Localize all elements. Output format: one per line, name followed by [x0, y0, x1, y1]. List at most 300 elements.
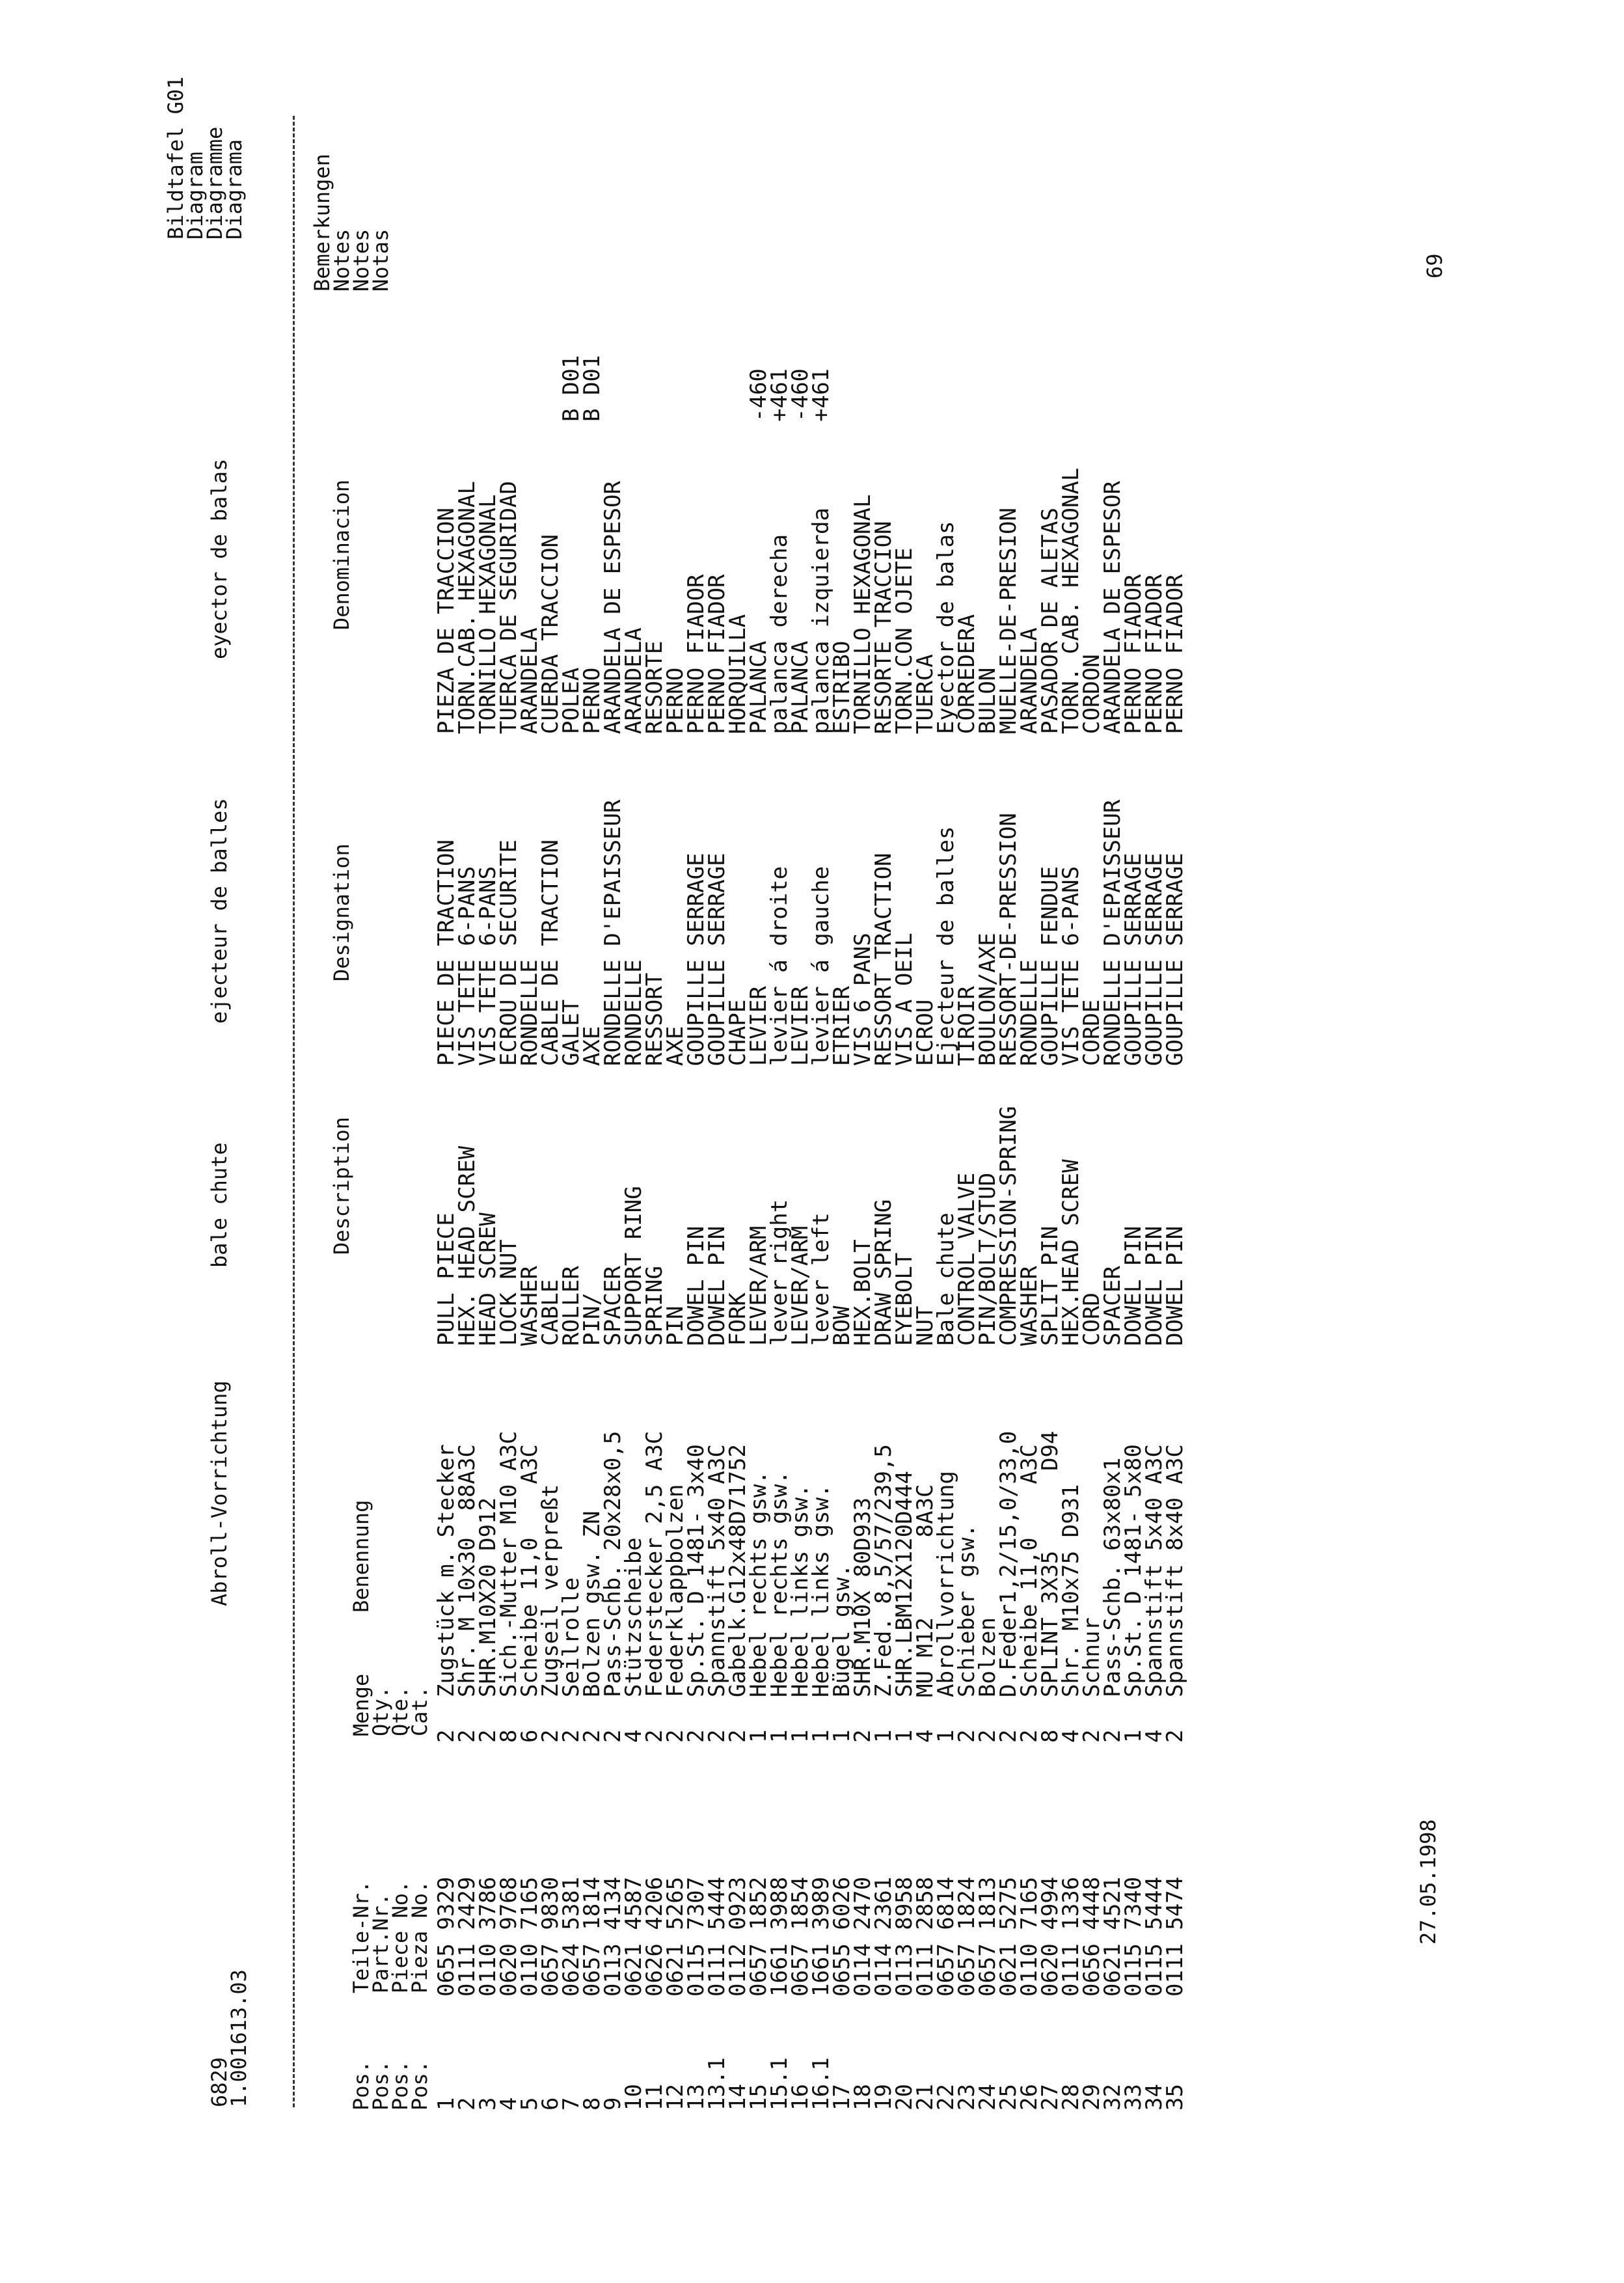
row-description: DOWEL PIN	[1162, 1225, 1188, 1346]
row-quantity: 2	[579, 1729, 605, 1743]
row-benennung: SPLINT 3X35 D94	[1037, 1430, 1063, 1697]
row-description: SUPPORT RING	[621, 1186, 647, 1346]
row-denominacion: TORNILLO HEXAGONAL	[850, 494, 876, 734]
title-de: Abroll-Vorrichtung	[207, 1380, 232, 1606]
row-denominacion: ARANDELA	[1016, 627, 1042, 734]
row-part-number: 0655 6026	[829, 1876, 855, 1997]
row-note	[1081, 311, 1102, 422]
row-denominacion: PERNO	[579, 667, 605, 734]
row-pos: 15.1	[766, 2057, 792, 2111]
row-description: HEX.HEAD SCREW	[1058, 1159, 1084, 1346]
row-description: DRAW SPRING	[871, 1199, 897, 1346]
row-benennung: Hebel links gsw.	[808, 1484, 834, 1697]
row-benennung: D.Feder1,2/15,0/33,0	[995, 1430, 1022, 1697]
column-part	[433, 1749, 1188, 1997]
row-quantity: 2	[1079, 1729, 1105, 1743]
row-note	[998, 311, 1019, 422]
row-description: EYEBOLT	[891, 1252, 917, 1346]
row-designation: ECROU	[912, 999, 938, 1066]
row-part-number: 0657 1813	[975, 1876, 1001, 1997]
row-part-number: 0655 9329	[433, 1876, 459, 1997]
row-part-number: 0657 1852	[746, 1876, 772, 1997]
row-pos: 28	[1058, 2084, 1084, 2111]
row-pos: 22	[933, 2084, 959, 2111]
column-designation	[433, 760, 1188, 1066]
row-quantity: 1	[933, 1729, 959, 1743]
row-denominacion: PASADOR DE ALETAS	[1037, 508, 1063, 734]
header-denominacion: Denominacion	[329, 479, 354, 630]
row-part-number: 0112 0923	[725, 1876, 751, 1997]
row-designation: levier á gauche	[808, 866, 834, 1066]
row-part-number: 0115 5444	[1141, 1876, 1167, 1997]
row-note	[1165, 311, 1185, 422]
row-quantity: 2	[662, 1729, 688, 1743]
row-description: ROLLER	[558, 1266, 584, 1346]
row-description: DOWEL PIN	[704, 1225, 730, 1346]
row-note	[852, 311, 873, 422]
header-benennung: Benennung	[349, 1499, 373, 1613]
row-description: DOWEL PIN	[1141, 1225, 1167, 1346]
row-quantity: 8	[1037, 1729, 1063, 1743]
row-pos: 32	[1100, 2084, 1126, 2111]
row-note	[1123, 311, 1144, 422]
row-pos: 9	[600, 2097, 626, 2111]
row-benennung: Abrollvorrichtung	[933, 1471, 959, 1697]
row-pos: 29	[1079, 2084, 1105, 2111]
row-denominacion: CORDON	[1079, 654, 1105, 734]
row-note	[707, 311, 727, 422]
row-quantity: 1	[829, 1729, 855, 1743]
row-description: SPLIT PIN	[1037, 1225, 1063, 1346]
row-designation: GOUPILLE SERRAGE	[1120, 853, 1146, 1066]
row-note	[623, 311, 644, 422]
row-description: lever right	[766, 1199, 792, 1346]
row-description: LOCK NUT	[496, 1239, 522, 1346]
row-part-number: 0621 4521	[1100, 1876, 1126, 1997]
row-part-number: 1661 3988	[766, 1876, 792, 1997]
row-note: +461	[766, 368, 792, 422]
row-benennung: Sp.St. D 1481- 3x40	[683, 1444, 709, 1697]
row-denominacion: TUERCA	[912, 654, 938, 734]
row-benennung: Zugseil verpreßt	[537, 1484, 563, 1697]
row-pos: 7	[558, 2097, 584, 2111]
row-denominacion: ESTRIBO	[829, 640, 855, 734]
row-pos: 3	[475, 2097, 501, 2111]
row-pos: 35	[1162, 2084, 1188, 2111]
row-pos: 6	[537, 2097, 563, 2111]
row-denominacion: TORNILLO HEXAGONAL	[475, 494, 501, 734]
row-benennung: Bolzen gsw. ZN	[579, 1511, 605, 1697]
row-description: COMPRESSION-SPRING	[995, 1106, 1022, 1346]
row-benennung: Spannstift 8x40 A3C	[1162, 1444, 1188, 1697]
diagram-id: G01	[163, 76, 188, 115]
row-designation: RONDELLE D'EPAISSEUR	[600, 799, 626, 1066]
row-benennung: Spannstift 5x40 A3C	[704, 1444, 730, 1697]
row-pos: 1	[433, 2097, 459, 2111]
row-note	[1102, 311, 1123, 422]
row-designation: ECROU DE SECURITE	[496, 840, 522, 1066]
row-note	[894, 311, 915, 422]
row-designation: GOUPILLE SERRAGE	[704, 853, 730, 1066]
row-note	[873, 311, 894, 422]
row-part-number: 0113 4134	[600, 1876, 626, 1997]
row-quantity: 2	[475, 1729, 501, 1743]
row-note	[1019, 311, 1040, 422]
row-quantity: 2	[1162, 1729, 1188, 1743]
row-denominacion: PALANCA	[787, 640, 813, 734]
row-pos: 8	[579, 2097, 605, 2111]
row-denominacion: TORN.CON OJETE	[891, 547, 917, 734]
row-description: DOWEL PIN	[1120, 1225, 1146, 1346]
row-part-number: 0621 5275	[995, 1876, 1022, 1997]
row-pos: 14	[725, 2084, 751, 2111]
row-description: PIN/BOLT/STUD	[975, 1172, 1001, 1346]
row-note	[977, 311, 998, 422]
row-pos: 33	[1120, 2084, 1146, 2111]
row-description: WASHER	[1016, 1266, 1042, 1346]
row-benennung: Hebel rechts gsw.	[766, 1471, 792, 1697]
column-qty	[433, 1717, 1188, 1743]
row-description: PIN	[662, 1306, 688, 1346]
row-designation: Ejecteur de balles	[933, 826, 959, 1066]
row-benennung: Bolzen	[975, 1617, 1001, 1697]
row-part-number: 0620 9768	[496, 1876, 522, 1997]
row-benennung: Gabelk.G12x48D71752	[725, 1444, 751, 1697]
row-denominacion: RESORTE TRACCION	[871, 521, 897, 734]
row-quantity: 2	[995, 1729, 1022, 1743]
row-pos: 26	[1016, 2084, 1042, 2111]
row-benennung: Scheibe 11,0 A3C	[1016, 1444, 1042, 1697]
row-benennung: Z.Fed. 8,5/57/239,5	[871, 1444, 897, 1697]
row-designation: RESSORT	[642, 972, 668, 1066]
header-designation: Designation	[329, 843, 354, 981]
row-pos: 17	[829, 2084, 855, 2111]
column-notes	[436, 311, 1185, 422]
row-benennung: Hebel links gsw.	[787, 1484, 813, 1697]
doc-number-2: 1.001613.03	[226, 1969, 251, 2107]
row-note: B D01	[579, 355, 605, 422]
row-denominacion: TUERCA DE SEGURIDAD	[496, 481, 522, 734]
row-denominacion: ARANDELA	[517, 627, 543, 734]
row-description: HEAD SCREW	[475, 1212, 501, 1346]
row-part-number: 0621 5265	[662, 1876, 688, 1997]
row-designation: BOULON/AXE	[975, 933, 1001, 1066]
row-description: CONTROL VALVE	[954, 1172, 980, 1346]
row-benennung: SHR.M10X20 D912	[475, 1497, 501, 1697]
row-denominacion: ARANDELA DE ESPESOR	[1100, 481, 1126, 734]
row-denominacion: CUERDA TRACCION	[537, 534, 563, 734]
row-benennung: Seilrolle	[558, 1577, 584, 1697]
row-benennung: Spannstift 5x40 A3C	[1141, 1444, 1167, 1697]
row-part-number: 0111 2429	[454, 1876, 480, 1997]
column-denominacion	[433, 428, 1188, 734]
column-description	[433, 1073, 1188, 1346]
row-benennung: Pass-Schb. 20x28x0,5	[600, 1430, 626, 1697]
row-designation: GOUPILLE SERRAGE	[1162, 853, 1188, 1066]
row-pos: 25	[995, 2084, 1022, 2111]
row-benennung: Shr. M 10x30 88A3C	[454, 1444, 480, 1697]
row-part-number: 0657 6814	[933, 1876, 959, 1997]
row-quantity: 2	[600, 1729, 626, 1743]
header-description: Description	[329, 1117, 354, 1255]
row-quantity: 4	[1058, 1729, 1084, 1743]
row-designation: PIECE DE TRACTION	[433, 840, 459, 1066]
row-denominacion: PERNO FIADOR	[1141, 574, 1167, 734]
row-designation: RESSORT-DE-PRESSION	[995, 813, 1022, 1066]
row-denominacion: TORN. CAB. HEXAGONAL	[1058, 467, 1084, 734]
row-note	[665, 311, 686, 422]
top-rule	[293, 116, 295, 2107]
row-part-number: 0657 1824	[954, 1876, 980, 1997]
row-denominacion: ARANDELA	[621, 627, 647, 734]
row-designation: TIROIR	[954, 986, 980, 1066]
row-pos: 13	[683, 2084, 709, 2111]
row-pos: 4	[496, 2097, 522, 2111]
row-description: FORK	[725, 1292, 751, 1346]
row-note	[457, 311, 478, 422]
row-designation: CHAPE	[725, 999, 751, 1066]
row-description: HEX.BOLT	[850, 1239, 876, 1346]
row-description: CORD	[1079, 1292, 1105, 1346]
row-denominacion: BULON	[975, 667, 1001, 734]
row-description: PIN/	[579, 1292, 605, 1346]
row-benennung: Zugstück m. Stecker	[433, 1444, 459, 1697]
row-denominacion: palanca izquierda	[808, 508, 834, 734]
row-quantity: 2	[704, 1729, 730, 1743]
row-description: BOW	[829, 1306, 855, 1346]
row-description: PULL PIECE	[433, 1212, 459, 1346]
title-en: bale chute	[207, 1142, 232, 1268]
diagram-en: Diagram	[183, 152, 208, 239]
row-description: SPRING	[642, 1266, 668, 1346]
row-pos: 21	[912, 2084, 938, 2111]
row-description: lever left	[808, 1212, 834, 1346]
row-part-number: 0111 1336	[1058, 1876, 1084, 1997]
row-denominacion: PERNO FIADOR	[683, 574, 709, 734]
row-quantity: 2	[454, 1729, 480, 1743]
row-denominacion: PERNO FIADOR	[704, 574, 730, 734]
row-note	[1144, 311, 1165, 422]
title-es: eyector de balas	[207, 458, 232, 659]
row-designation: ETRIER	[829, 986, 855, 1066]
row-designation: AXE	[579, 1026, 605, 1066]
row-pos: 18	[850, 2084, 876, 2111]
row-quantity: 1	[808, 1729, 834, 1743]
row-designation: GOUPILLE SERRAGE	[1141, 853, 1167, 1066]
row-note: -460	[787, 368, 813, 422]
row-benennung: Shr. M10x75 D931	[1058, 1484, 1084, 1697]
row-designation: LEVIER	[746, 986, 772, 1066]
row-note	[915, 311, 936, 422]
row-designation: VIS 6 PANS	[850, 933, 876, 1066]
row-part-number: 0657 1854	[787, 1876, 813, 1997]
row-quantity: 2	[642, 1729, 668, 1743]
header-notes: Bemerkungen Notes Notes Notas	[310, 154, 393, 292]
row-designation: GALET	[558, 999, 584, 1066]
row-description: SPACER	[1100, 1266, 1126, 1346]
row-designation: RONDELLE	[517, 959, 543, 1066]
row-pos: 5	[517, 2097, 543, 2111]
row-quantity: 1	[787, 1729, 813, 1743]
row-note	[478, 311, 498, 422]
row-designation: RONDELLE	[621, 959, 647, 1066]
row-part-number: 0656 4448	[1079, 1876, 1105, 1997]
row-quantity: 2	[975, 1729, 1001, 1743]
row-quantity: 1	[766, 1729, 792, 1743]
row-pos: 24	[975, 2084, 1001, 2111]
header-part: Teile-Nr. Part.Nr. Piece No. Pieza No.	[349, 1880, 432, 1993]
diagram-es: Diagrama	[222, 139, 247, 239]
row-denominacion: PERNO FIADOR	[1162, 574, 1188, 734]
row-description: CABLE	[537, 1279, 563, 1346]
row-note: -460	[746, 368, 772, 422]
row-note	[436, 311, 457, 422]
row-description: NUT	[912, 1306, 938, 1346]
row-pos: 12	[662, 2084, 688, 2111]
row-pos: 11	[642, 2084, 668, 2111]
row-benennung: Pass-Schb. 63x80x1	[1100, 1457, 1126, 1697]
row-pos: 34	[1141, 2084, 1167, 2111]
row-pos: 20	[891, 2084, 917, 2111]
row-designation: RESSORT TRACTION	[871, 853, 897, 1066]
row-denominacion: ARANDELA DE ESPESOR	[600, 481, 626, 734]
row-quantity: 4	[1141, 1729, 1167, 1743]
row-note	[1061, 311, 1081, 422]
row-quantity: 8	[496, 1729, 522, 1743]
row-description: Bale chute	[933, 1212, 959, 1346]
row-part-number: 0115 7340	[1120, 1876, 1146, 1997]
row-denominacion: Eyector de balas	[933, 521, 959, 734]
doc-number: 6829	[207, 2057, 232, 2107]
row-part-number: 0113 8958	[891, 1876, 917, 1997]
row-benennung: Bügel gsw.	[829, 1564, 855, 1697]
diagram-block	[163, 76, 247, 239]
row-part-number: 0114 2470	[850, 1876, 876, 1997]
row-denominacion: PERNO FIADOR	[1120, 574, 1146, 734]
header-pos: Pos. Pos. Pos. Pos.	[349, 2060, 432, 2111]
row-designation: VIS TETE 6-PANS	[475, 866, 501, 1066]
row-designation: AXE	[662, 1026, 688, 1066]
row-denominacion: HORQUILLA	[725, 614, 751, 734]
row-part-number: 0626 4206	[642, 1876, 668, 1997]
row-part-number: 0620 4994	[1037, 1876, 1063, 1997]
row-quantity: 2	[433, 1729, 459, 1743]
row-designation: VIS TETE 6-PANS	[1058, 866, 1084, 1066]
row-description: WASHER	[517, 1266, 543, 1346]
row-pos: 15	[746, 2084, 772, 2111]
footer-date: 27.05.1998	[1416, 1819, 1441, 1945]
row-pos: 19	[871, 2084, 897, 2111]
row-quantity: 1	[871, 1729, 897, 1743]
header-qty: Menge Qty. Qte. Cat.	[349, 1673, 432, 1736]
row-designation: RONDELLE	[1016, 959, 1042, 1066]
row-denominacion: PALANCA	[746, 640, 772, 734]
row-designation: RONDELLE D'EPAISSEUR	[1100, 799, 1126, 1066]
column-benennung	[433, 1359, 1188, 1697]
row-denominacion: POLEA	[558, 667, 584, 734]
row-benennung: Scheibe 11,0 A3C	[517, 1444, 543, 1697]
row-description: LEVER/ARM	[787, 1225, 813, 1346]
row-designation: LEVIER	[787, 986, 813, 1066]
row-note	[498, 311, 519, 422]
row-denominacion: palanca derecha	[766, 534, 792, 734]
row-pos: 23	[954, 2084, 980, 2111]
row-note	[519, 311, 540, 422]
row-quantity: 2	[850, 1729, 876, 1743]
row-quantity: 6	[517, 1729, 543, 1743]
row-designation: CABLE DE TRACTION	[537, 840, 563, 1066]
row-quantity: 4	[621, 1729, 647, 1743]
row-pos: 13.1	[704, 2057, 730, 2111]
row-benennung: Stützscheibe	[621, 1537, 647, 1697]
page-number: 69	[1422, 253, 1447, 279]
row-denominacion: CORREDERA	[954, 614, 980, 734]
row-quantity: 1	[746, 1729, 772, 1743]
row-benennung: Schnur	[1079, 1617, 1105, 1697]
row-pos: 16.1	[808, 2057, 834, 2111]
row-denominacion: TORN.CAB. HEXAGONAL	[454, 481, 480, 734]
diagram-fr: Diagramme	[202, 126, 227, 239]
row-part-number: 0111 5444	[704, 1876, 730, 1997]
title-fr: ejecteur de balles	[207, 798, 232, 1024]
row-designation: GOUPILLE SERRAGE	[683, 853, 709, 1066]
row-quantity: 2	[1100, 1729, 1126, 1743]
row-designation: CORDE	[1079, 999, 1105, 1066]
row-description: SPACER	[600, 1266, 626, 1346]
row-benennung: Hebel rechts gsw.	[746, 1471, 772, 1697]
row-part-number: 0111 5474	[1162, 1876, 1188, 1997]
row-denominacion: RESORTE	[642, 640, 668, 734]
row-designation: VIS A OEIL	[891, 933, 917, 1066]
row-part-number: 0110 3786	[475, 1876, 501, 1997]
row-benennung: SHR.LBM12X120D444	[891, 1471, 917, 1697]
row-pos: 16	[787, 2084, 813, 2111]
row-benennung: Sp.St. D 1481- 5x80	[1120, 1444, 1146, 1697]
row-note	[1040, 311, 1061, 422]
row-note	[686, 311, 707, 422]
row-quantity: 2	[725, 1729, 751, 1743]
row-part-number: 0110 7165	[517, 1876, 543, 1997]
row-note	[602, 311, 623, 422]
row-part-number: 0111 2858	[912, 1876, 938, 1997]
row-benennung: Federklappbolzen	[662, 1484, 688, 1697]
row-designation: GOUPILLE FENDUE	[1037, 866, 1063, 1066]
row-quantity: 2	[683, 1729, 709, 1743]
row-pos: 27	[1037, 2084, 1063, 2111]
row-part-number: 0110 7165	[1016, 1876, 1042, 1997]
row-benennung: Federstecker 2,5 A3C	[642, 1430, 668, 1697]
row-part-number: 0621 4587	[621, 1876, 647, 1997]
row-note: B D01	[558, 355, 584, 422]
diagram-label: Bildtafel	[163, 126, 188, 239]
row-description: DOWEL PIN	[683, 1225, 709, 1346]
row-quantity: 2	[558, 1729, 584, 1743]
row-denominacion: PERNO	[662, 667, 688, 734]
row-description: HEX. HEAD SCREW	[454, 1145, 480, 1346]
row-part-number: 0657 1814	[579, 1876, 605, 1997]
row-quantity: 4	[912, 1729, 938, 1743]
row-pos: 10	[621, 2084, 647, 2111]
row-note	[936, 311, 956, 422]
row-designation: VIS TETE 6-PANS	[454, 866, 480, 1066]
row-denominacion: MUELLE-DE-PRESION	[995, 508, 1022, 734]
row-part-number: 0624 5381	[558, 1876, 584, 1997]
row-note	[832, 311, 852, 422]
row-pos: 2	[454, 2097, 480, 2111]
row-part-number: 1661 3989	[808, 1876, 834, 1997]
row-quantity: 2	[1016, 1729, 1042, 1743]
row-denominacion: PIEZA DE TRACCION	[433, 508, 459, 734]
